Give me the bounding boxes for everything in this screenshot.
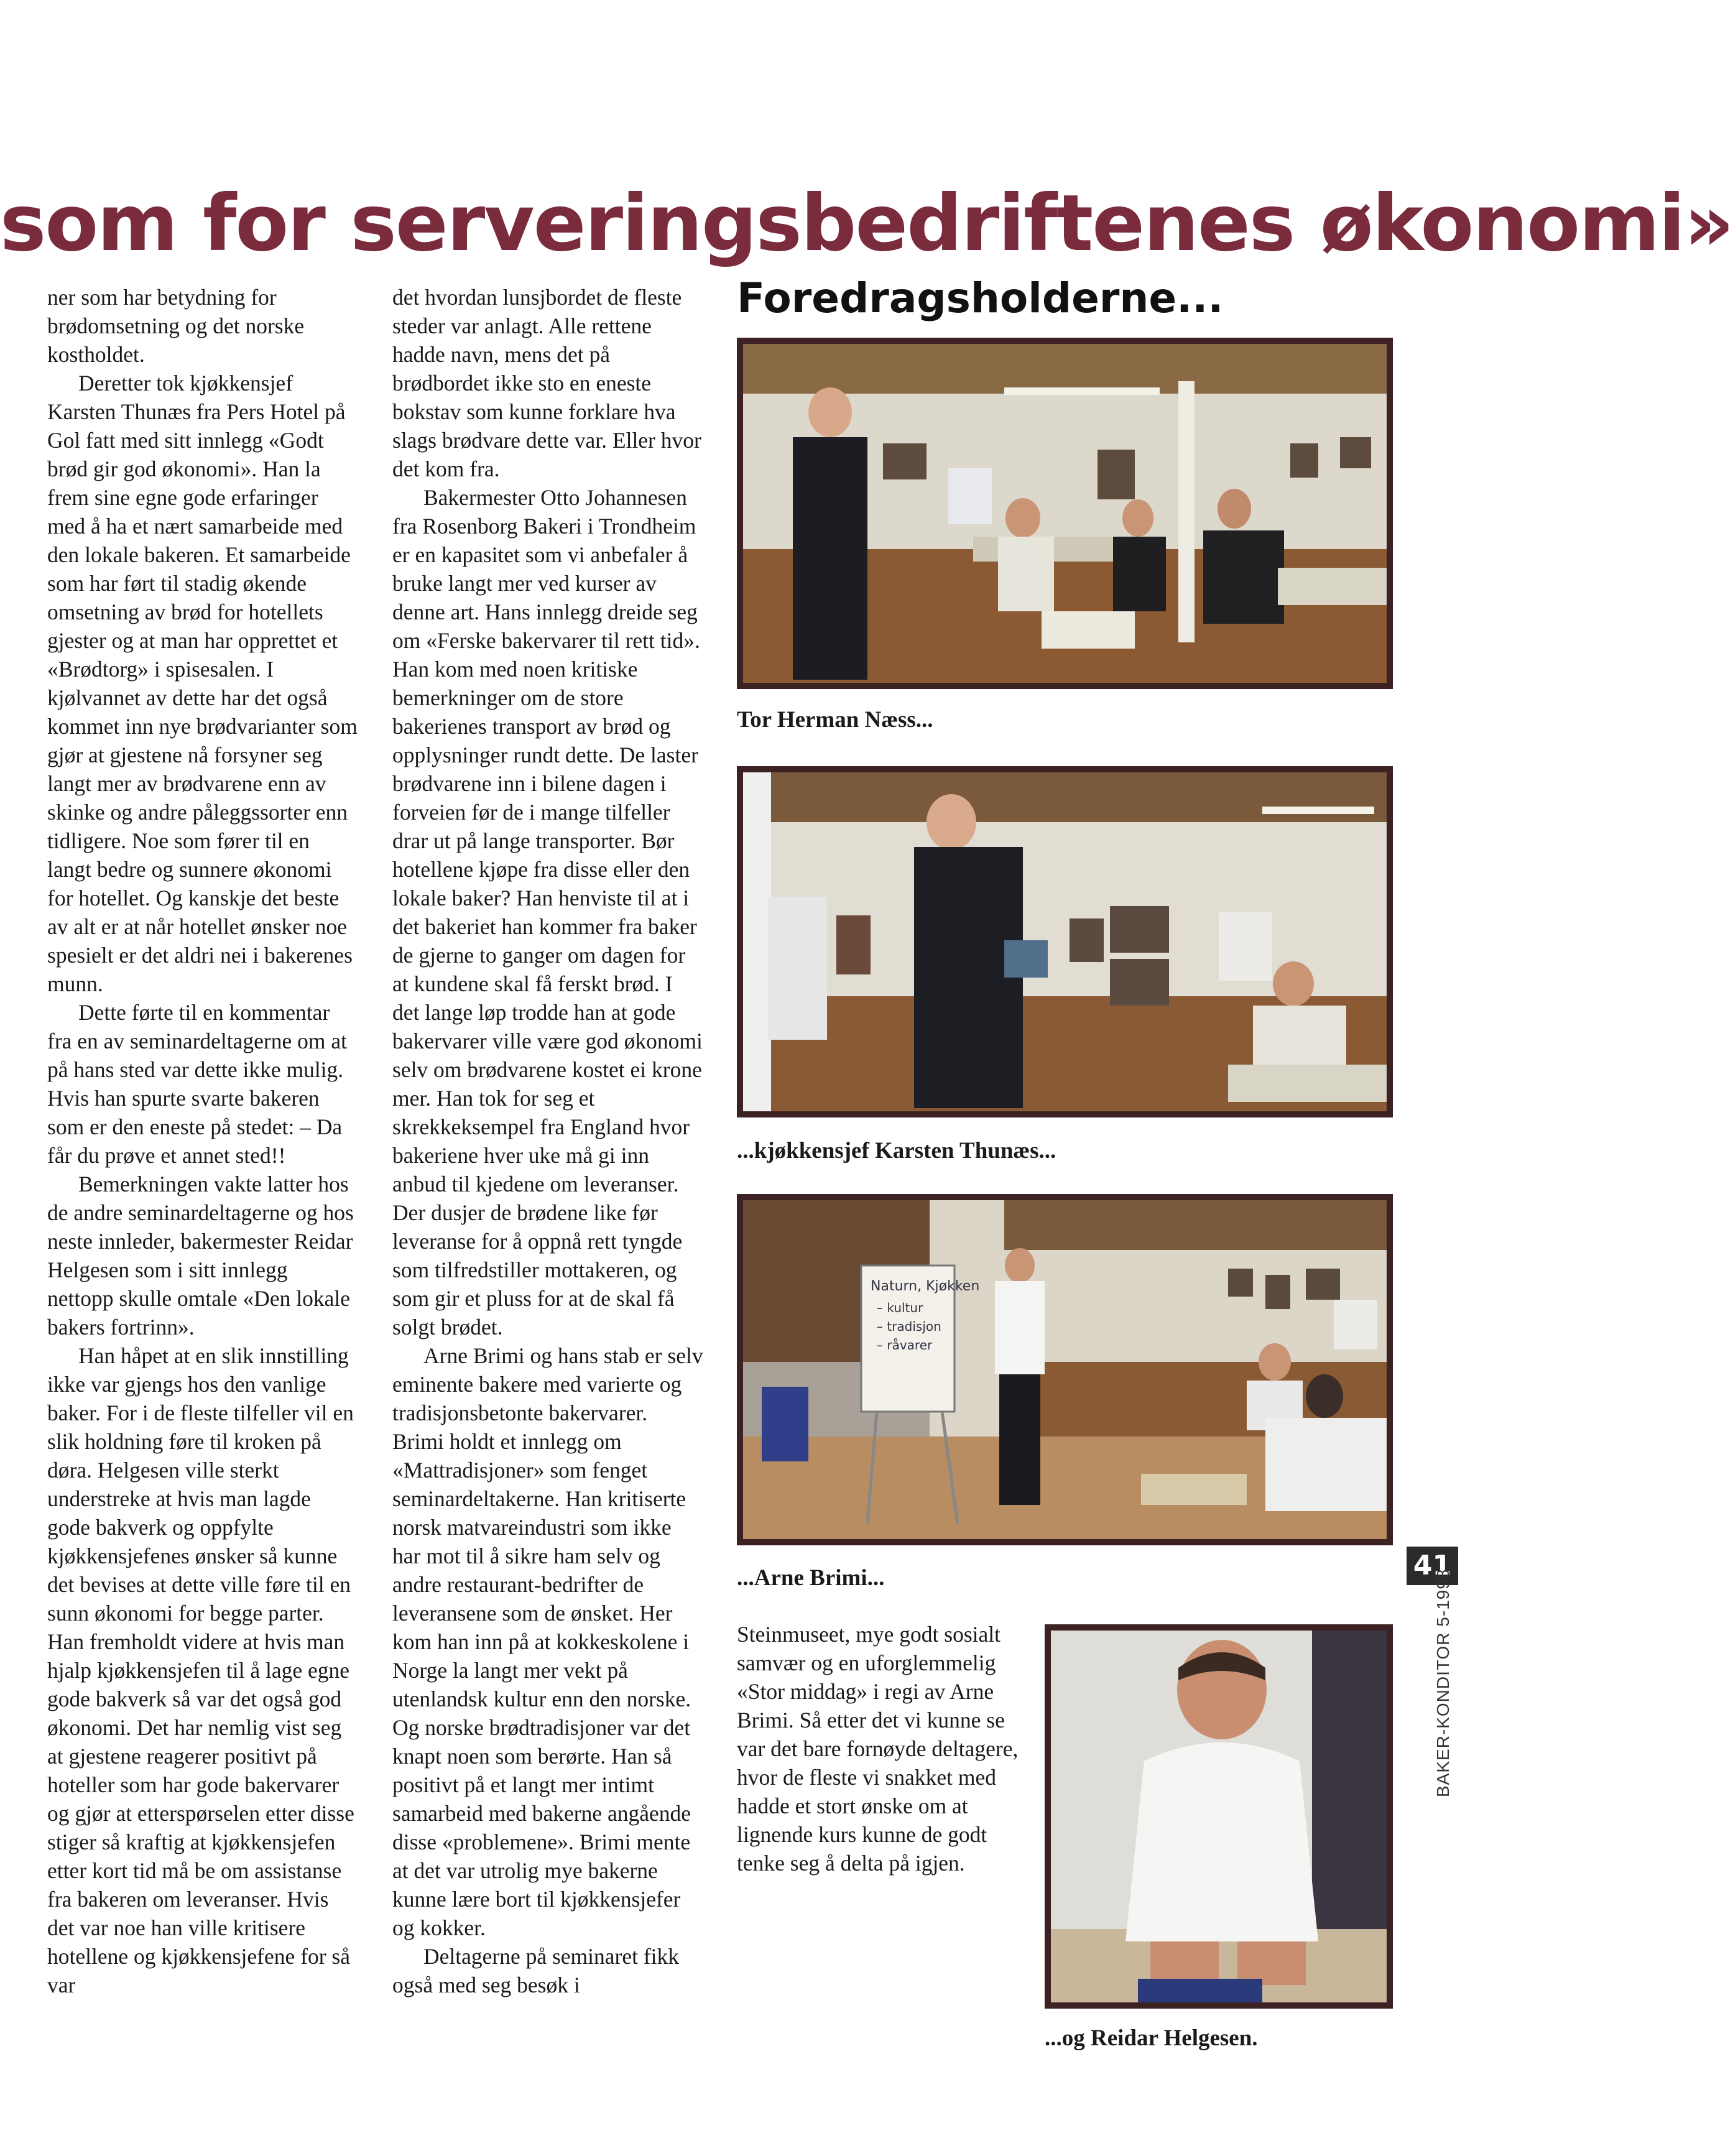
paragraph: det hvordan lunsjbordet de fleste steder var anlagt. Alle rettene hadde navn, mens det på brødbordet ikke sto en eneste bokstav som kunne forklare hva slags brødvare dette var. Eller hvor det kom fra. [392, 285, 701, 481]
photo-illustration [743, 772, 1387, 1111]
section-heading: Foredragsholderne... [737, 274, 1224, 322]
flipchart-line: – råvarer [877, 1338, 933, 1353]
article-column-3 [737, 1620, 1035, 1877]
photo-caption: ...Arne Brimi... [737, 1565, 885, 1591]
flipchart-line: Naturn, Kjøkken [871, 1279, 980, 1294]
photo-illustration [1051, 1631, 1387, 2002]
paragraph: Dette førte til en kommentar fra en av seminardeltagerne om at på hans sted var dette ikke mulig. Hvis han spurte svarte bakeren som er den eneste på stedet: – Da får du prøve et annet sted!! [47, 1000, 347, 1168]
photo-illustration [743, 344, 1387, 683]
flipchart-line: – kultur [877, 1300, 923, 1315]
page-number: 41 [1407, 1547, 1458, 1585]
article-headline: som for serveringsbedriftenes økonomi» [0, 178, 1733, 269]
photo-caption: Tor Herman Næss... [737, 707, 933, 733]
photo-illustration [743, 1200, 1387, 1539]
photo-caption: ...kjøkkensjef Karsten Thunæs... [737, 1138, 1056, 1164]
photo-reidar-helgesen [1045, 1624, 1393, 2009]
paragraph: Arne Brimi og hans stab er selv eminente bakere med varierte og tradisjonsbetonte bakervarer. Brimi holdt et innlegg om «Mattradisjoner» som fenget seminardeltakerne. Han kritiserte norsk matvareindustri som ikke har mot til å sikre ham selv og andre restaurant-bedrifter de leveransene som de ønsket. Her kom han inn på at kokkeskolene i Norge la langt mer vekt på utenlandsk kultur enn den norske. Og norske brødtradisjoner var det knapt noen som berørte. Han så positivt på et langt mer intimt samarbeid med bakerne angående disse «problemene». Brimi mente at det var utrolig mye bakerne kunne lære bort til kjøkkensjefer og kokker. [392, 1343, 703, 1940]
paragraph: Bemerkningen vakte latter hos de andre seminardeltagerne og hos neste innleder, bakermester Reidar Helgesen som i sitt innlegg nettopp skulle omtale «Den lokale bakers fortrinn». [47, 1172, 354, 1339]
running-foot-text: BAKER-KONDITOR 5-1998 [1433, 1568, 1453, 1797]
paragraph: Han håpet at en slik innstilling ikke var gjengs hos den vanlige baker. For i de fleste tilfeller vil en slik holdning føre til kroken på døra. Helgesen ville sterkt understreke at hvis man lagde gode bakverk og oppfylte kjøkkensjefenes ønsker så kunne det bevises at dette ville føre til en sunn økonomi for begge parter. Han fremholdt videre at hvis man hjalp kjøkkensjefen til å lage egne gode bakverk så var det også god økonomi. Det har nemlig vist seg at gjestene reagerer positivt på hoteller som har gode bakervarer og gjør at etterspørselen etter disse stiger så kraftig at kjøkkensjefen etter kort tid må be om assistanse fra bakeren om leveranser. Hvis det var noe han ville kritisere hotellene og kjøkkensjefene for så var [47, 1343, 354, 1997]
paragraph: Bakermester Otto Johannesen fra Rosenborg Bakeri i Trondheim er en kapasitet som vi anbefaler å bruke langt mer ved kurser av denne art. Hans innlegg dreide seg om «Ferske bakervarer til rett tid». Han kom med noen kritiske bemerkninger om de store bakerienes transport av brød og opplysninger rundt dette. De laster brødvarene inn i bilene dagen i forveien før de i mange tilfeller drar ut på lange transporter. Bør hotellene kjøpe fra disse eller den lokale baker? Han henviste til at i det bakeriet han kommer fra baker de gjerne to ganger om dagen for at kundene skal få ferskt brød. I det lange løp trodde han at gode bakervarer ville være god økonomi selv om brødvarene kostet ei krone mer. Han tok for seg et skrekkeksempel fra England hvor bakeriene hver uke må gi inn anbud til kjedene om leveranser. Der dusjer de brødene like før leveranse for å oppnå rett tyngde som tilfredstiller mottakeren, og som gir et pluss for at de skal få solgt brødet. [392, 485, 703, 1339]
photo-caption: ...og Reidar Helgesen. [1045, 2025, 1258, 2051]
flipchart-line: – tradisjon [877, 1319, 941, 1334]
photo-tor-herman-naess [737, 338, 1393, 689]
photo-karsten-thunaes [737, 766, 1393, 1117]
article-column-2 [392, 283, 703, 1999]
paragraph: Deretter tok kjøkkensjef Karsten Thunæs fra Pers Hotel på Gol fatt med sitt innlegg «Godt brød gir god økonomi». Han la frem sine egne gode erfaringer med å ha et nært samarbeide med den lokale bakeren. Et samarbeide som har ført til stadig økende omsetning av brød for hotellets gjester og at man har opprettet et «Brødtorg» i spisesalen. I kjølvannet av dette har det også kommet inn nye brødvarianter som gjør at gjestene nå forsyner seg langt mer av brødvarene enn av skinke og andre påleggssorter enn tidligere. Noe som fører til en langt bedre og sunnere økonomi for hotellet. Og kanskje det beste av alt er at når hotellet ønsker noe spesielt er det aldri nei i bakerenes munn. [47, 371, 358, 996]
paragraph: Steinmuseet, mye godt sosialt samvær og en uforglemmelig «Stor middag» i regi av Arne Brimi. Så etter det vi kunne se var det bare fornøyde deltagere, hvor de fleste vi snakket med hadde et stort ønske om at lignende kurs kunne de godt tenke seg å delta på igjen. [737, 1622, 1019, 1876]
photo-arne-brimi [737, 1194, 1393, 1545]
paragraph: Deltagerne på seminaret fikk også med seg besøk i [392, 1944, 680, 1997]
paragraph: ner som har betydning for brødomsetning og det norske kostholdet. [47, 285, 305, 367]
article-column-1 [47, 283, 358, 1999]
